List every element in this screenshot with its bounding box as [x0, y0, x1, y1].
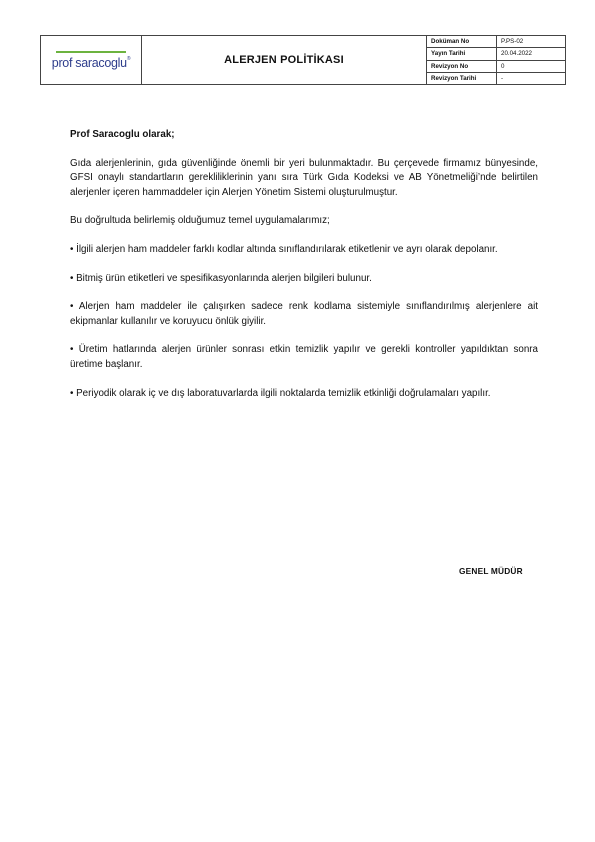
document-meta-table — [427, 36, 565, 84]
document-header — [40, 35, 566, 85]
lead-paragraph: Bu doğrultuda belirlemiş olduğumuz temel uygulamalarımız; — [70, 215, 330, 227]
meta-value: P.PS-02 — [501, 38, 524, 46]
meta-row-publish-date — [427, 48, 565, 60]
meta-value: 0 — [501, 62, 505, 70]
bullet-item: • Bitmiş ürün etiketleri ve spesifikasyonlarında alerjen bilgileri bulunur. — [70, 272, 372, 284]
meta-row-document-no — [427, 36, 565, 48]
bullet-item: • Alerjen ham maddeler ile çalışırken sadece renk kodlama sistemiyle sınıflandırılmış alerjenlere ait ekipmanlar kullanılır ve koruyucu önlük giyilir. — [70, 301, 538, 327]
meta-label: Revizyon No — [427, 61, 497, 72]
bullet-item: • İlgili alerjen ham maddeler farklı kodlar altında sınıflandırılarak etiketlenir ve ayrı olarak depolanır. — [70, 243, 498, 255]
logo — [41, 36, 142, 84]
policy-body — [70, 128, 538, 415]
meta-value: - — [501, 74, 504, 82]
meta-value: 20.04.2022 — [501, 50, 532, 58]
greeting: Prof Saracoglu olarak; — [70, 129, 175, 140]
signature-title: GENEL MÜDÜR — [459, 566, 523, 576]
logo-accent-line — [56, 51, 126, 53]
meta-label: Yayın Tarihi — [427, 48, 497, 59]
meta-row-revision-no — [427, 61, 565, 73]
logo-text: prof saracoglu — [51, 55, 127, 70]
bullet-item: • Periyodik olarak iç ve dış laboratuvarlarda ilgili noktalarda temizlik etkinliği doğrulamaları yapılır. — [70, 387, 491, 399]
intro-paragraph: Gıda alerjenlerinin, gıda güvenliğinde önemli bir yeri bulunmaktadır. Bu çerçevede firmamız bünyesinde, GFSI onaylı standartların gerekliliklerinin yanı sıra Türk Gıda Kodeksi ve AB Yönetmeliği’nde belirtilen alerjenler içeren hammaddeler için Alerjen Yönetim Sistemi oluşturulmuştur. — [70, 157, 538, 198]
document-title: ALERJEN POLİTİKASI — [142, 36, 427, 84]
bullet-item: • Üretim hatlarında alerjen ürünler sonrası etkin temizlik yapılır ve gerekli kontroller yapıldıktan sonra üretime başlanır. — [70, 344, 538, 370]
meta-label: Revizyon Tarihi — [427, 73, 497, 84]
meta-label: Doküman No — [427, 36, 497, 47]
registered-mark: ® — [126, 55, 131, 62]
meta-row-revision-date — [427, 73, 565, 84]
